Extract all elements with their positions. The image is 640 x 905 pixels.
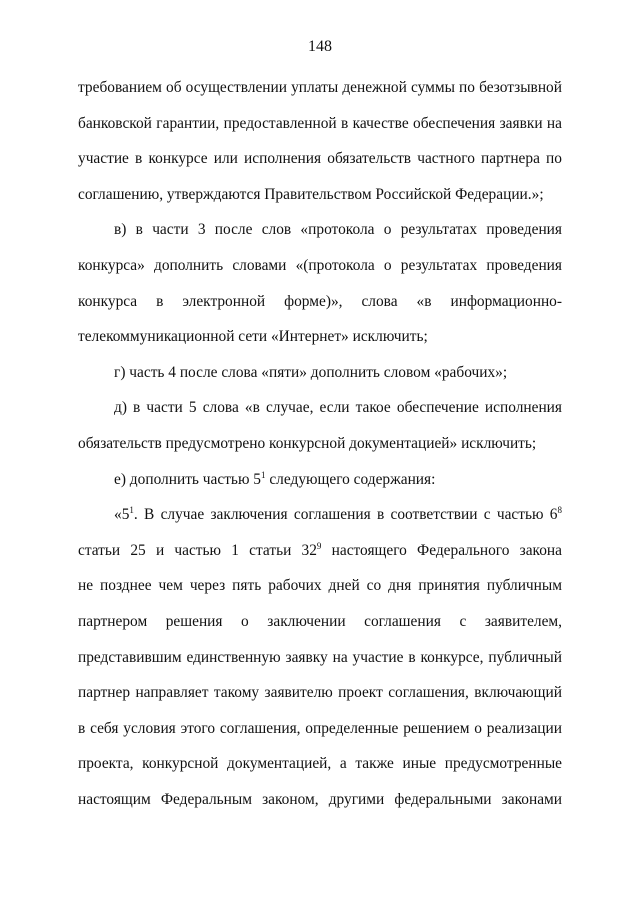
page-number: 148 [308, 38, 332, 55]
text-line [78, 462, 562, 498]
text-fragment: . В случае заключения соглашения в соответствии с частью 6 [133, 506, 558, 524]
text-line [78, 497, 562, 533]
superscript: 1 [261, 469, 266, 480]
text-line: представившим единственную заявку на участие в конкурсе, публичный [78, 648, 562, 666]
text-line: д) в части 5 слова «в случае, если такое обеспечение исполнения [114, 399, 562, 417]
text-line: г) часть 4 после слова «пяти» дополнить словом «рабочих»; [114, 363, 508, 381]
text-line: конкурса» дополнить словами «(протокола о результатах проведения [78, 256, 562, 274]
text-line: в себя условия этого соглашения, определенные решением о реализации [78, 719, 562, 737]
superscript: 9 [316, 540, 322, 551]
superscript: 8 [557, 505, 562, 516]
text-line: конкурса в электронной форме)», слова «в информационно- [78, 292, 562, 310]
text-line: не позднее чем через пять рабочих дней со дня принятия публичным [78, 577, 562, 595]
text-line: обязательств предусмотрено конкурсной документацией» исключить; [78, 434, 537, 452]
text-line [78, 533, 562, 569]
text-line: банковской гарантии, предоставленной в качестве обеспечения заявки на [78, 114, 562, 132]
text-fragment: следующего содержания: [265, 470, 436, 488]
document-body [78, 70, 562, 817]
text-line: телекоммуникационной сети «Интернет» исключить; [78, 328, 428, 346]
text-line: требованием об осуществлении уплаты денежной суммы по безотзывной [78, 79, 562, 96]
text-line: партнером решения о заключении соглашения с заявителем, [78, 612, 562, 630]
text-fragment: «5 [114, 506, 130, 524]
text-line: настоящим Федеральным законом, другими федеральными законами [78, 790, 562, 808]
text-line: участие в конкурсе или исполнения обязательств частного партнера по [78, 150, 562, 168]
text-fragment: настоящего Федерального закона [321, 541, 562, 559]
text-line: в) в части 3 после слов «протокола о результатах проведения [114, 221, 562, 239]
text-line: проекта, конкурсной документацией, а также иные предусмотренные [78, 755, 562, 773]
text-line: партнер направляет такому заявителю проект соглашения, включающий [78, 684, 562, 702]
text-fragment: е) дополнить частью 5 [114, 470, 261, 488]
superscript: 1 [129, 505, 134, 516]
text-line: соглашению, утверждаются Правительством Российской Федерации.»; [78, 185, 544, 203]
text-fragment: статьи 25 и частью 1 статьи 32 [78, 541, 317, 559]
